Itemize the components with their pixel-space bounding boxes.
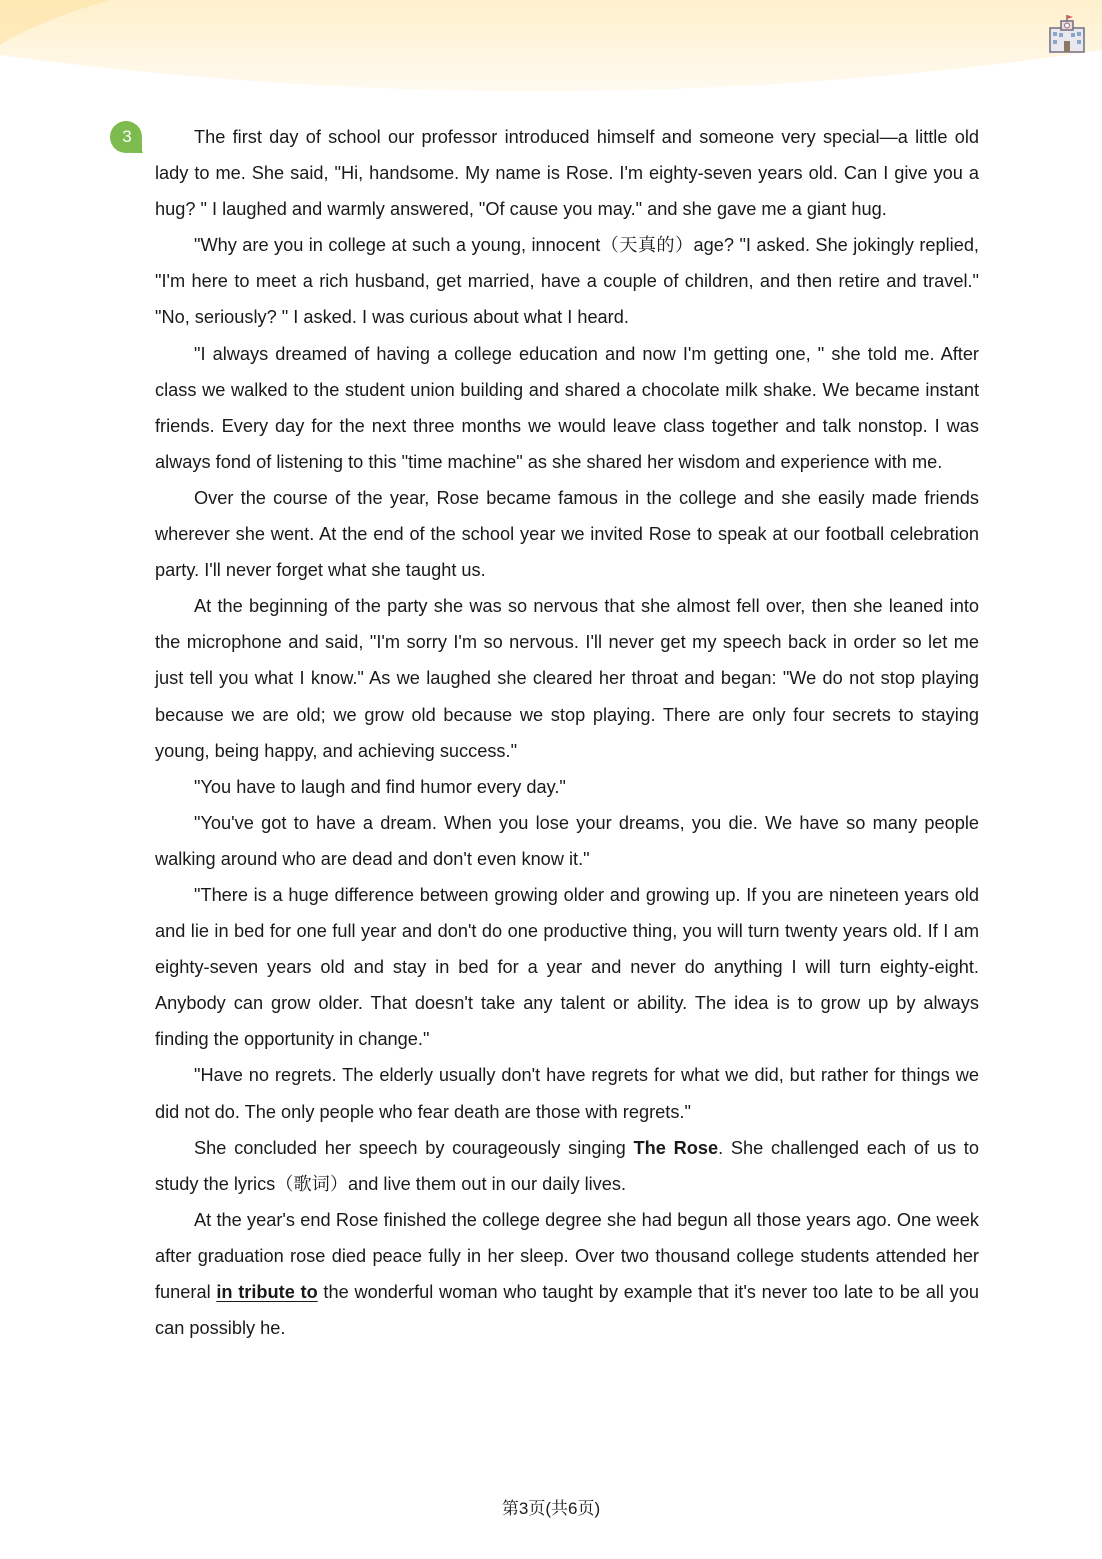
reading-passage (155, 119, 979, 1346)
text-span: She concluded her speech by courageously singing (194, 1137, 634, 1158)
page-footer: 第3页(共6页) (501, 1499, 601, 1518)
text-span: the wonderful woman who taught by example that it's never too late to be all you can possibly he. (155, 1282, 979, 1339)
question-number: 3 (122, 127, 132, 146)
question-number-badge (109, 120, 145, 154)
paragraph: Over the course of the year, Rose became famous in the college and she easily made friends wherever she went. At the end of the school year we invited Rose to speak at our football celebration party. I'll never forget what she taught us. (155, 487, 979, 581)
paragraph: "Have no regrets. The elderly usually don't have regrets for what we did, but rather for things we did not do. The only people who fear death are those with regrets." (155, 1065, 979, 1122)
paragraph: "You've got to have a dream. When you lose your dreams, you die. We have so many people walking around who are dead and don't even know it." (155, 812, 979, 869)
paragraph: "Why are you in college at such a young, innocent（天真的）age? "I asked. She jokingly replied, "I'm here to meet a rich husband, get married, have a couple of children, and then retire and travel." "No, seriously? " I asked. I was curious about what I heard. (155, 235, 979, 328)
song-title: The Rose (633, 1137, 719, 1158)
paragraph: "There is a huge difference between growing older and growing up. If you are nineteen years old and lie in bed for one full year and don't do one productive thing, you will turn twenty years old. If I am eighty-seven years old and stay in bed for a year and never do anything I will turn eighty-eight. Anybody can grow older. That doesn't take any talent or ability. The idea is to grow up by always finding the opportunity in change." (155, 884, 979, 1050)
text-span: At the year's end Rose finished the college degree she had begun all those years ago. One week after graduation rose died peace fully in her sleep. Over two thousand college students attended her funeral (155, 1209, 979, 1302)
paragraph: The first day of school our professor introduced himself and someone very special—a little old lady to me. She said, "Hi, handsome. My name is Rose. I'm eighty-seven years old. Can I give you a hug? " I laughed and warmly answered, "Of cause you may." and she gave me a giant hug. (155, 127, 979, 220)
paragraph (155, 1130, 979, 1202)
header-decoration-band (0, 0, 1102, 100)
paragraph: "I always dreamed of having a college education and now I'm getting one, " she told me. After class we walked to the student union building and shared a chocolate milk shake. We became instant friends. Every day for the next three months we would leave class together and talk nonstop. I was always fond of listening to this "time machine" as she shared her wisdom and experience with me. (155, 343, 979, 472)
paragraph: "You have to laugh and find humor every day." (194, 776, 566, 797)
underlined-phrase: in tribute to (216, 1282, 318, 1302)
paragraph (155, 1202, 979, 1346)
paragraph: At the beginning of the party she was so nervous that she almost fell over, then she leaned into the microphone and said, "I'm sorry I'm so nervous. I'll never get my speech back in order so let me just tell you what I know." As we laughed she cleared her throat and began: "We do not stop playing because we are old; we grow old because we stop playing. There are only four secrets to staying young, being happy, and achieving success." (155, 596, 979, 761)
school-building-icon (1047, 14, 1087, 54)
text-span: . She challenged each of us to study the lyrics（歌词）and live them out in our daily lives. (155, 1137, 979, 1194)
